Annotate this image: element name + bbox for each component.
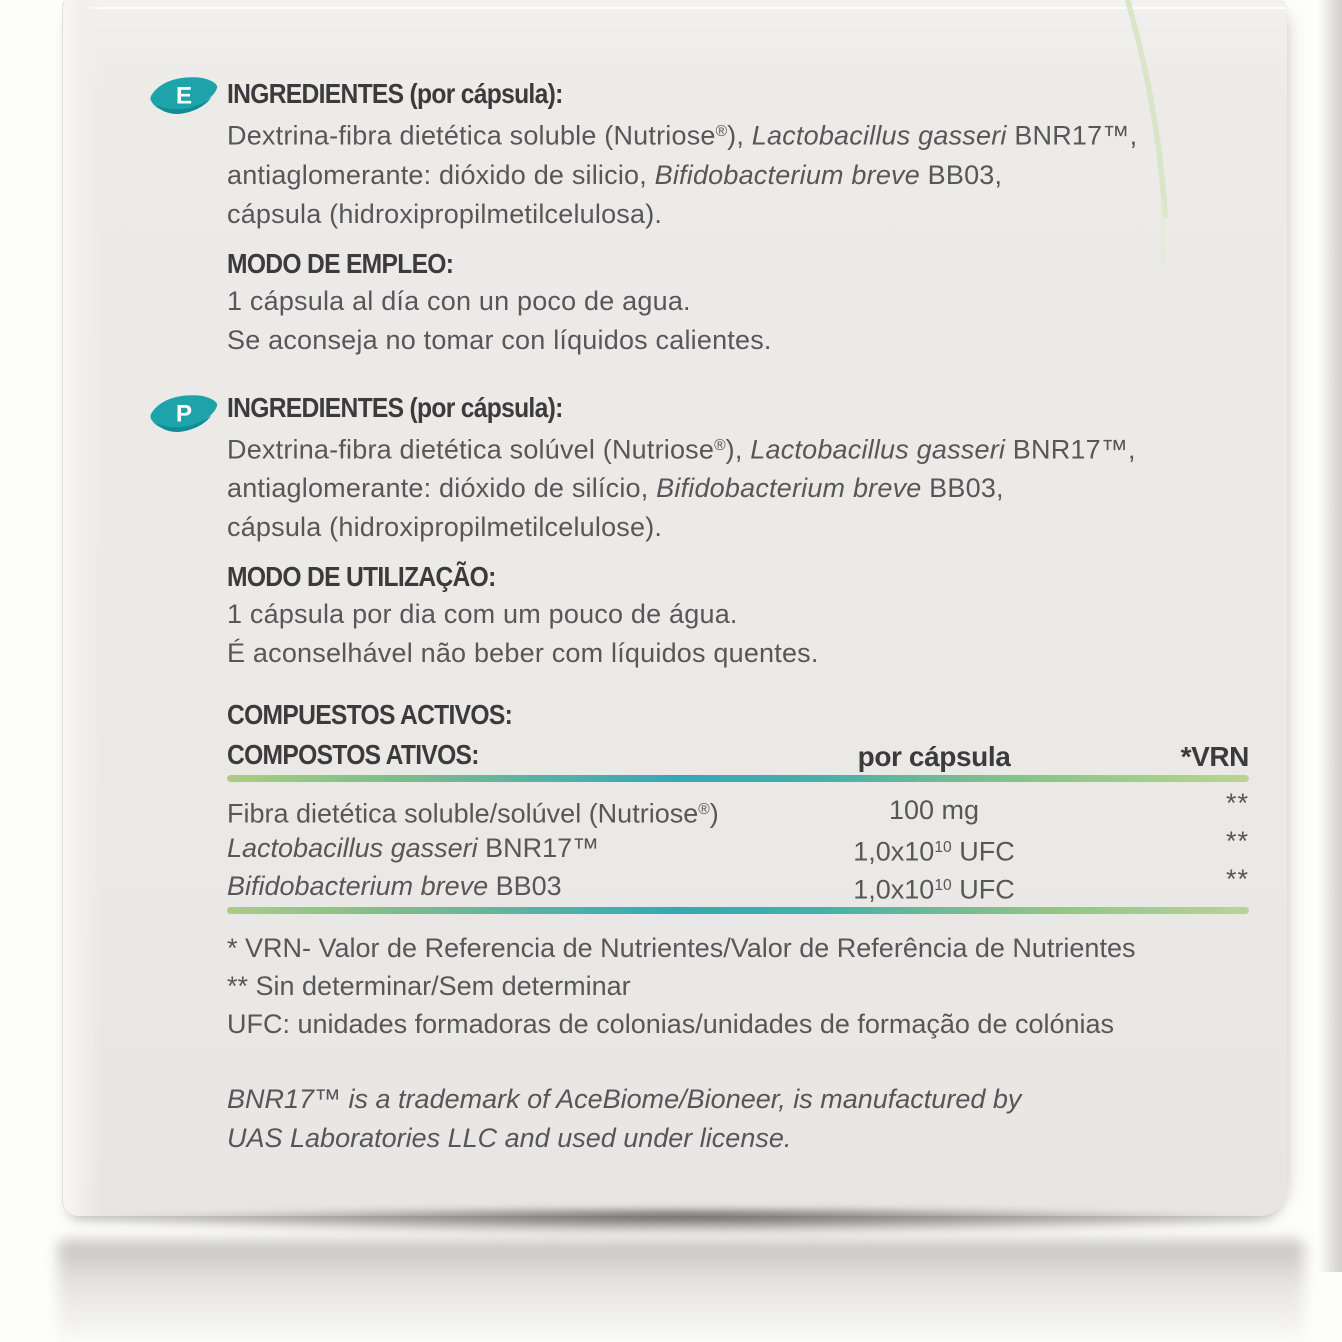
table-row: [227, 788, 1249, 829]
language-badge-es-letter: E: [175, 82, 193, 110]
table-footnotes: [227, 929, 1249, 1043]
text-line: 1 cápsula al día con un poco de agua.: [227, 285, 691, 316]
table-row: [227, 864, 1249, 905]
text-line: antiaglomerante: dióxido de silício, Bifidobacterium breve BB03,: [227, 473, 1004, 504]
text-line: 1 cápsula por dia com um pouco de água.: [227, 599, 738, 630]
language-badge-pt-letter: P: [175, 400, 193, 428]
compound-vrn: **: [1225, 826, 1249, 857]
text-line: UAS Laboratories LLC and used under license.: [227, 1123, 792, 1154]
text-line: * VRN- Valor de Referencia de Nutrientes/Valor de Referência de Nutrientes: [227, 933, 1136, 964]
section-es: [227, 76, 1249, 360]
product-box-panel: [62, 0, 1287, 1216]
box-left-fold: [62, 0, 103, 1216]
text-line: cápsula (hidroxipropilmetilcelulose).: [227, 512, 663, 543]
box-reflection: [58, 1240, 1304, 1342]
pt-usage-title: MODO DE UTILIZAÇÃO:: [227, 561, 496, 593]
es-ingredients-title: INGREDIENTES (por cápsula):: [227, 78, 563, 109]
active-compounds-table: [227, 697, 1249, 1043]
compound-name: Fibra dietética soluble/solúvel (Nutriose®): [227, 798, 719, 829]
text-line: UFC: unidades formadoras de colonias/unidades de formação de colónias: [227, 1009, 1115, 1040]
compounds-title-pt: COMPOSTOS ATIVOS:: [227, 739, 479, 771]
table-divider-top: [227, 775, 1249, 782]
text-line: cápsula (hidroxipropilmetilcelulosa).: [227, 198, 663, 229]
text-line: É aconselhável não beber com líquidos quentes.: [227, 638, 819, 669]
compounds-header-row: [227, 733, 1249, 773]
column-header-per-capsule: por cápsula: [857, 741, 1011, 773]
compound-amount: 100 mg: [888, 795, 980, 826]
panel-content: [175, 0, 1249, 1158]
es-usage-text: [227, 282, 1249, 360]
trademark-notice: [227, 1080, 1249, 1158]
pt-usage-text: [227, 595, 1249, 673]
language-badge-es-icon: [149, 74, 221, 119]
compound-vrn: **: [1225, 788, 1249, 819]
language-badge-pt-icon: [149, 392, 221, 437]
es-ingredients-text: [227, 112, 1249, 234]
es-usage-title: MODO DE EMPLEO:: [227, 247, 454, 279]
text-line: antiaglomerante: dióxido de silicio, Bifidobacterium breve BB03,: [227, 159, 1003, 190]
compounds-title-es: COMPUESTOS ACTIVOS:: [227, 699, 513, 731]
text-line: Dextrina-fibra dietética solúvel (Nutriose®), Lactobacillus gasseri BNR17™,: [227, 434, 1136, 465]
compound-amount: $1,0x10^{10}$ UFC: [853, 836, 1015, 867]
text-line: BNR17™ is a trademark of AceBiome/Bioneer, is manufactured by: [227, 1084, 1022, 1115]
compound-name: Lactobacillus gasseri BNR17™: [227, 833, 600, 864]
photo-right-shade: [1318, 0, 1342, 1272]
text-line: ** Sin determinar/Sem determinar: [227, 971, 631, 1002]
table-body: [227, 782, 1249, 905]
compound-vrn: **: [1225, 864, 1249, 895]
compound-name: Bifidobacterium breve BB03: [227, 871, 562, 902]
box-shadow: [72, 1210, 1294, 1236]
text-line: Se aconseja no tomar con líquidos calientes.: [227, 324, 772, 355]
compound-amount: $1,0x10^{10}$ UFC: [853, 874, 1015, 905]
column-header-vrn: *VRN: [1180, 741, 1249, 773]
pt-ingredients-text: [227, 426, 1249, 548]
pt-ingredients-title: INGREDIENTES (por cápsula):: [227, 391, 563, 423]
text-line: Dextrina-fibra dietética soluble (Nutriose®), Lactobacillus gasseri BNR17™,: [227, 120, 1138, 151]
section-pt: [227, 390, 1249, 674]
table-row: [227, 826, 1249, 867]
